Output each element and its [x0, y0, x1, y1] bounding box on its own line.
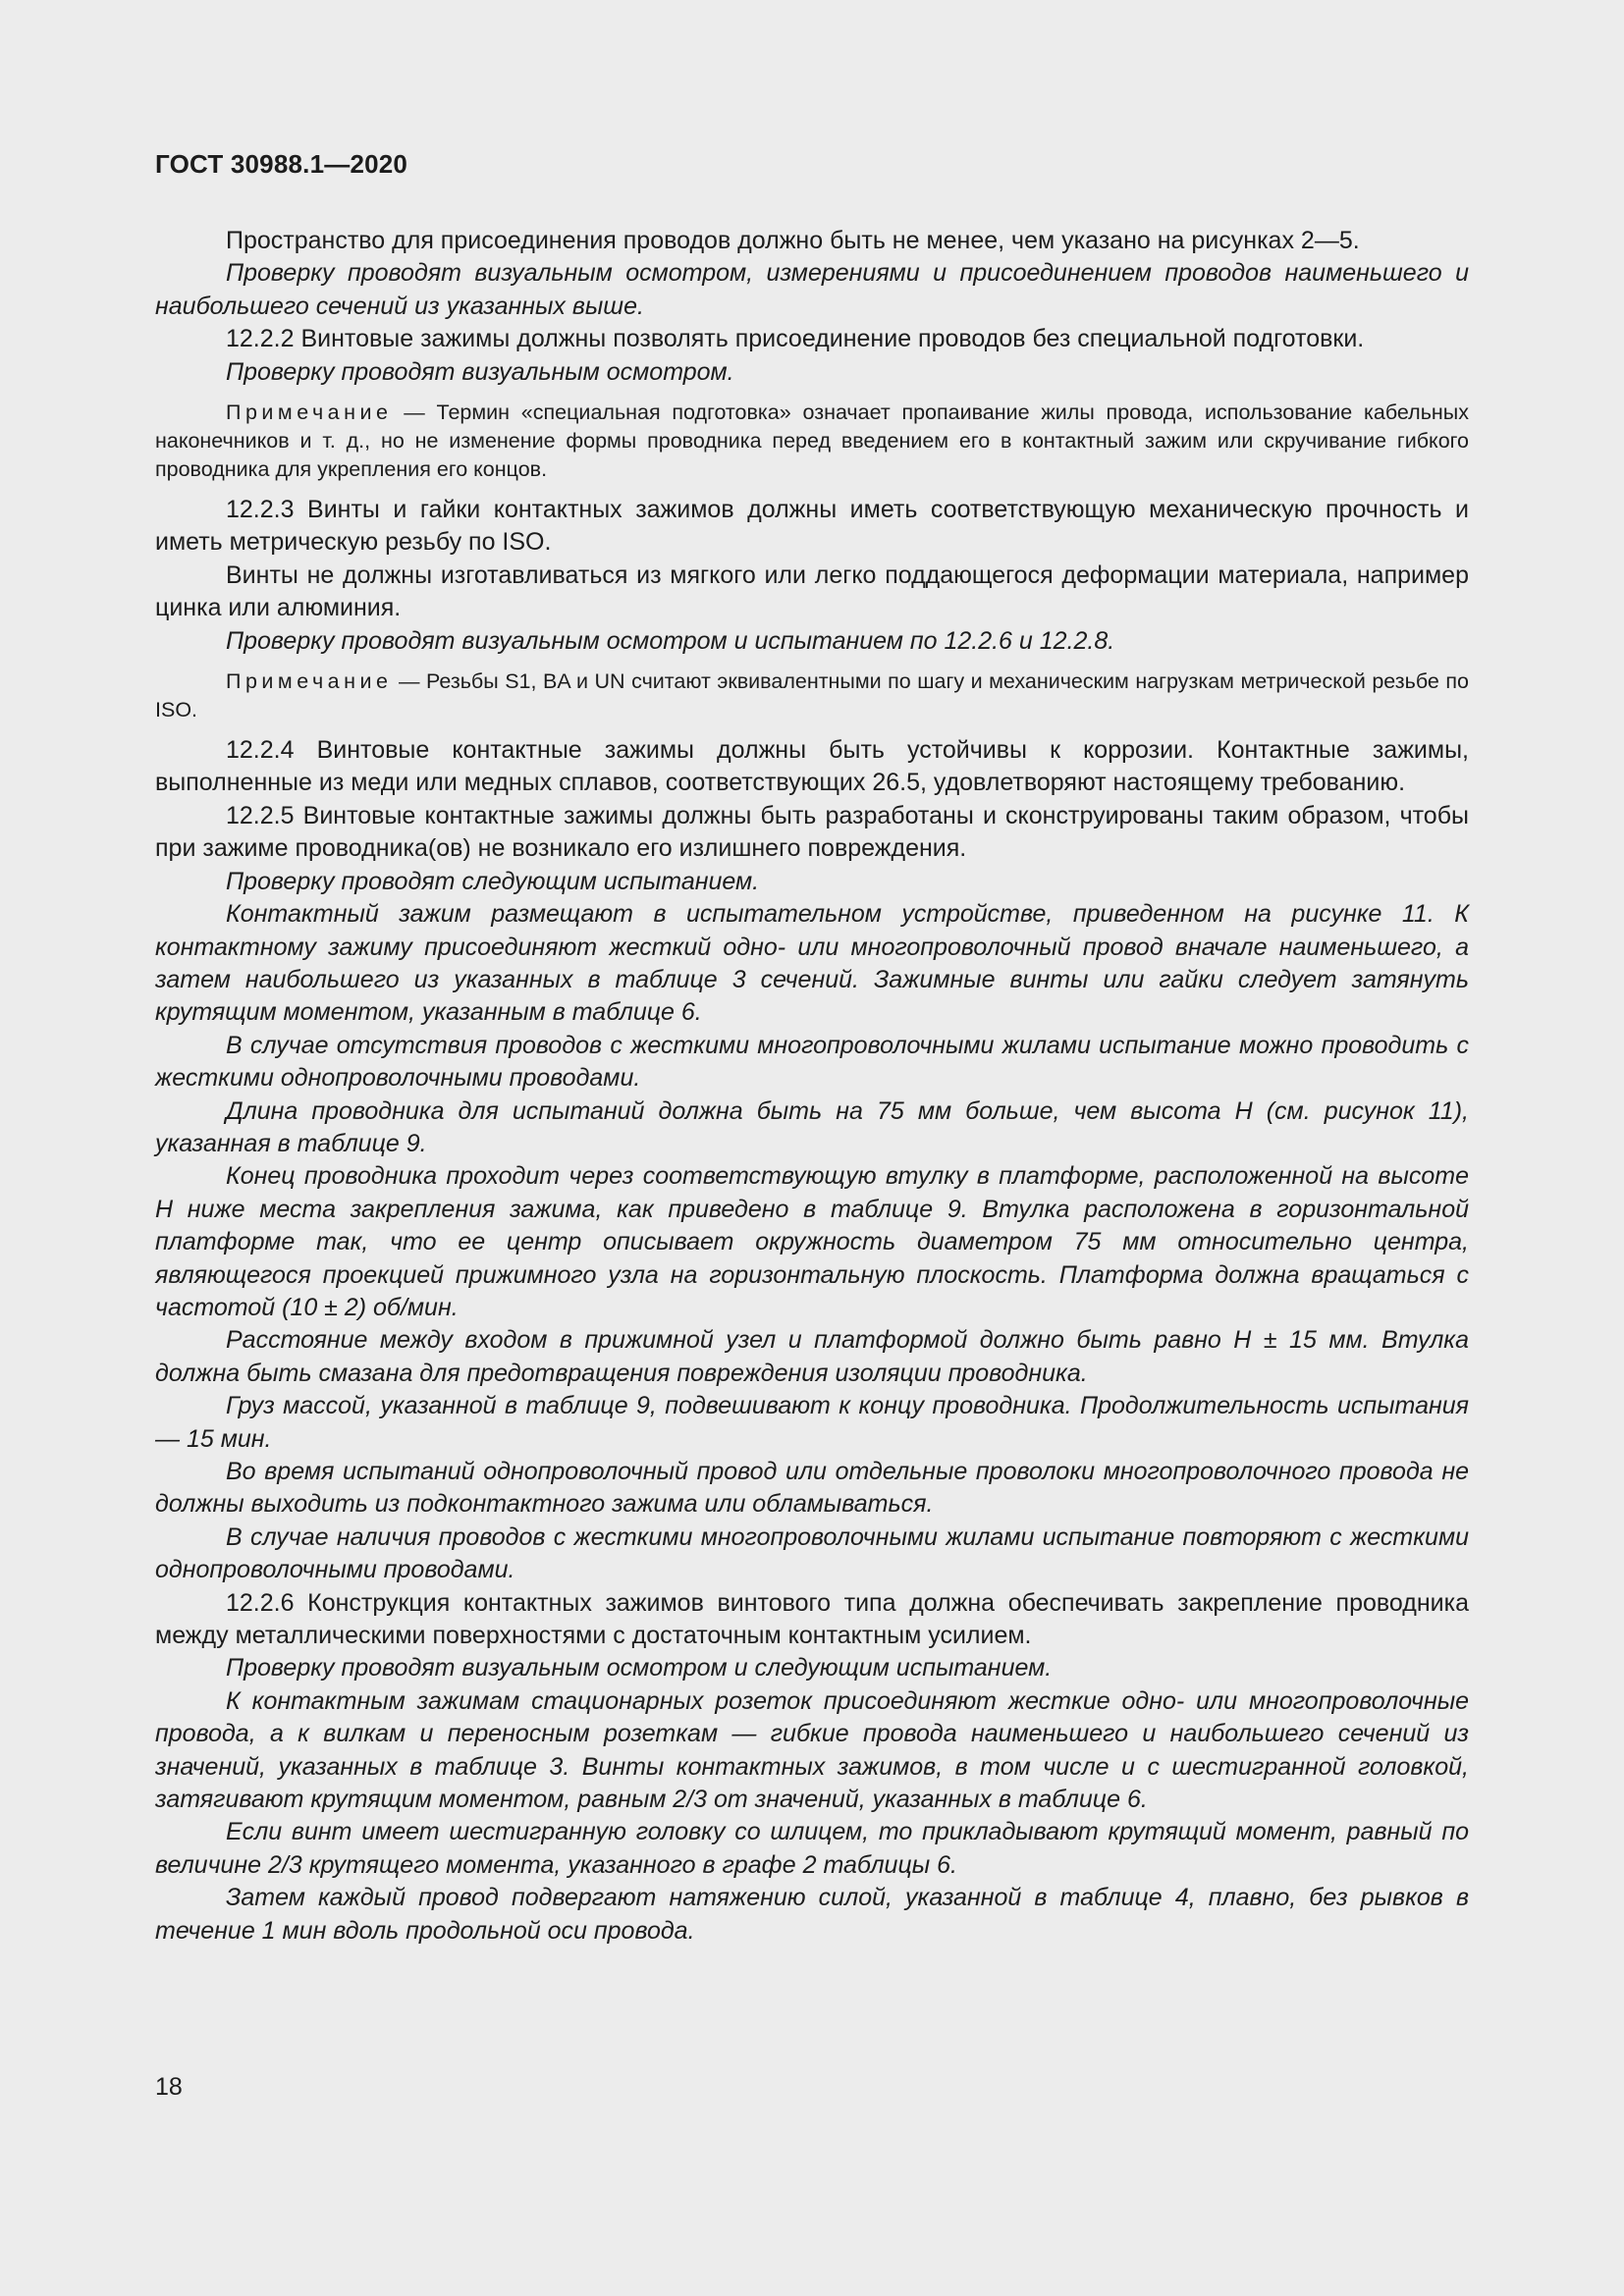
- paragraph: Проверку проводят визуальным осмотром и следующим испытанием.: [226, 1654, 1053, 1682]
- note-text: — Резьбы S1, BA и UN считают эквивалентными по шагу и механическим нагрузкам метрической резьбе по ISO.: [155, 669, 1469, 722]
- paragraph: Груз массой, указанной в таблице 9, подвешивают к концу проводника. Продолжительность испытания — 15 мин.: [155, 1392, 1469, 1453]
- note: [155, 399, 1469, 484]
- paragraph: Винты не должны изготавливаться из мягкого или легко поддающегося деформации материала, например цинка или алюминия.: [155, 561, 1469, 622]
- paragraph: В случае отсутствия проводов с жесткими многопроволочными жилами испытание можно проводить с жесткими однопроволочными проводами.: [155, 1031, 1469, 1093]
- paragraph: Проверку проводят визуальным осмотром и испытанием по 12.2.6 и 12.2.8.: [226, 626, 1115, 655]
- paragraph: Пространство для присоединения проводов должно быть не менее, чем указано на рисунках 2—5.: [226, 227, 1360, 254]
- note-text: — Термин «специальная подготовка» означает пропаивание жилы провода, использование кабельных наконечников и т. д., но не изменение формы проводника перед введением его в контактный зажим или скручивание гибкого проводника для укрепления его концов.: [155, 400, 1469, 482]
- page-header-standard: ГОСТ 30988.1—2020: [155, 149, 408, 179]
- note-label: Примечание: [226, 669, 393, 694]
- paragraph: Расстояние между входом в прижимной узел и платформой должно быть равно H ± 15 мм. Втулка должна быть смазана для предотвращения повреждения изоляции проводника.: [155, 1326, 1469, 1387]
- paragraph: 12.2.6 Конструкция контактных зажимов винтового типа должна обеспечивать закрепление проводника между металлическими поверхностями с достаточным контактным усилием.: [155, 1588, 1469, 1650]
- paragraph: Если винт имеет шестигранную головку со шлицем, то прикладывают крутящий момент, равный по величине 2/3 крутящего момента, указанного в графе 2 таблицы 6.: [155, 1818, 1469, 1879]
- paragraph: 12.2.3 Винты и гайки контактных зажимов должны иметь соответствующую механическую прочность и иметь метрическую резьбу по ISO.: [155, 496, 1469, 557]
- page-number: 18: [155, 2073, 183, 2101]
- paragraph: 12.2.4 Винтовые контактные зажимы должны быть устойчивы к коррозии. Контактные зажимы, выполненные из меди или медных сплавов, соответствующих 26.5, удовлетворяют настоящему требованию.: [155, 736, 1469, 797]
- paragraph: 12.2.5 Винтовые контактные зажимы должны быть разработаны и сконструированы таким образом, чтобы при зажиме проводника(ов) не возникало его излишнего повреждения.: [155, 801, 1469, 863]
- paragraph: Проверку проводят следующим испытанием.: [226, 867, 760, 895]
- paragraph: Во время испытаний однопроволочный провод или отдельные проволоки многопроволочного провода не должны выходить из подконтактного зажима или обламываться.: [155, 1458, 1469, 1519]
- paragraph: Проверку проводят визуальным осмотром.: [226, 357, 734, 386]
- paragraph: Проверку проводят визуальным осмотром, измерениями и присоединением проводов наименьшего и наибольшего сечений из указанных выше.: [155, 259, 1469, 320]
- paragraph: Конец проводника проходит через соответствующую втулку в платформе, расположенной на высоте H ниже места закрепления зажима, как приведено в таблице 9. Втулка расположена в горизонтальной платформе так, что ее центр описывает окружность диаметром 75 мм относительно центра, являющегося проекцией прижимного узла на горизонтальную плоскость. Платформа должна вращаться с частотой (10 ± 2) об/мин.: [155, 1162, 1469, 1321]
- paragraph: 12.2.2 Винтовые зажимы должны позволять присоединение проводов без специальной подготовки.: [226, 325, 1365, 353]
- paragraph: Контактный зажим размещают в испытательном устройстве, приведенном на рисунке 11. К контактному зажиму присоединяют жесткий одно- или многопроволочный провод вначале наименьшего, а затем наибольшего из указанных в таблице 3 сечений. Зажимные винты или гайки следует затянуть крутящим моментом, указанным в таблице 6.: [155, 900, 1469, 1027]
- document-body: [155, 225, 1469, 1948]
- paragraph: К контактным зажимам стационарных розеток присоединяют жесткие одно- или многопроволочные провода, а к вилкам и переносным розеткам — гибкие провода наименьшего и наибольшего сечений из значений, указанных в таблице 3. Винты контактных зажимов, в том числе и с шестигранной головкой, затягивают крутящим моментом, равным 2/3 от значений, указанных в таблице 6.: [155, 1686, 1469, 1814]
- note-label: Примечание: [226, 400, 393, 425]
- paragraph: В случае наличия проводов с жесткими многопроволочными жилами испытание повторяют с жесткими однопроволочными проводами.: [155, 1522, 1469, 1584]
- paragraph: Длина проводника для испытаний должна быть на 75 мм больше, чем высота H (см. рисунок 11), указанная в таблице 9.: [155, 1096, 1469, 1157]
- note: [155, 667, 1469, 724]
- paragraph: Затем каждый провод подвергают натяжению силой, указанной в таблице 4, плавно, без рывков в течение 1 мин вдоль продольной оси провода.: [155, 1884, 1469, 1945]
